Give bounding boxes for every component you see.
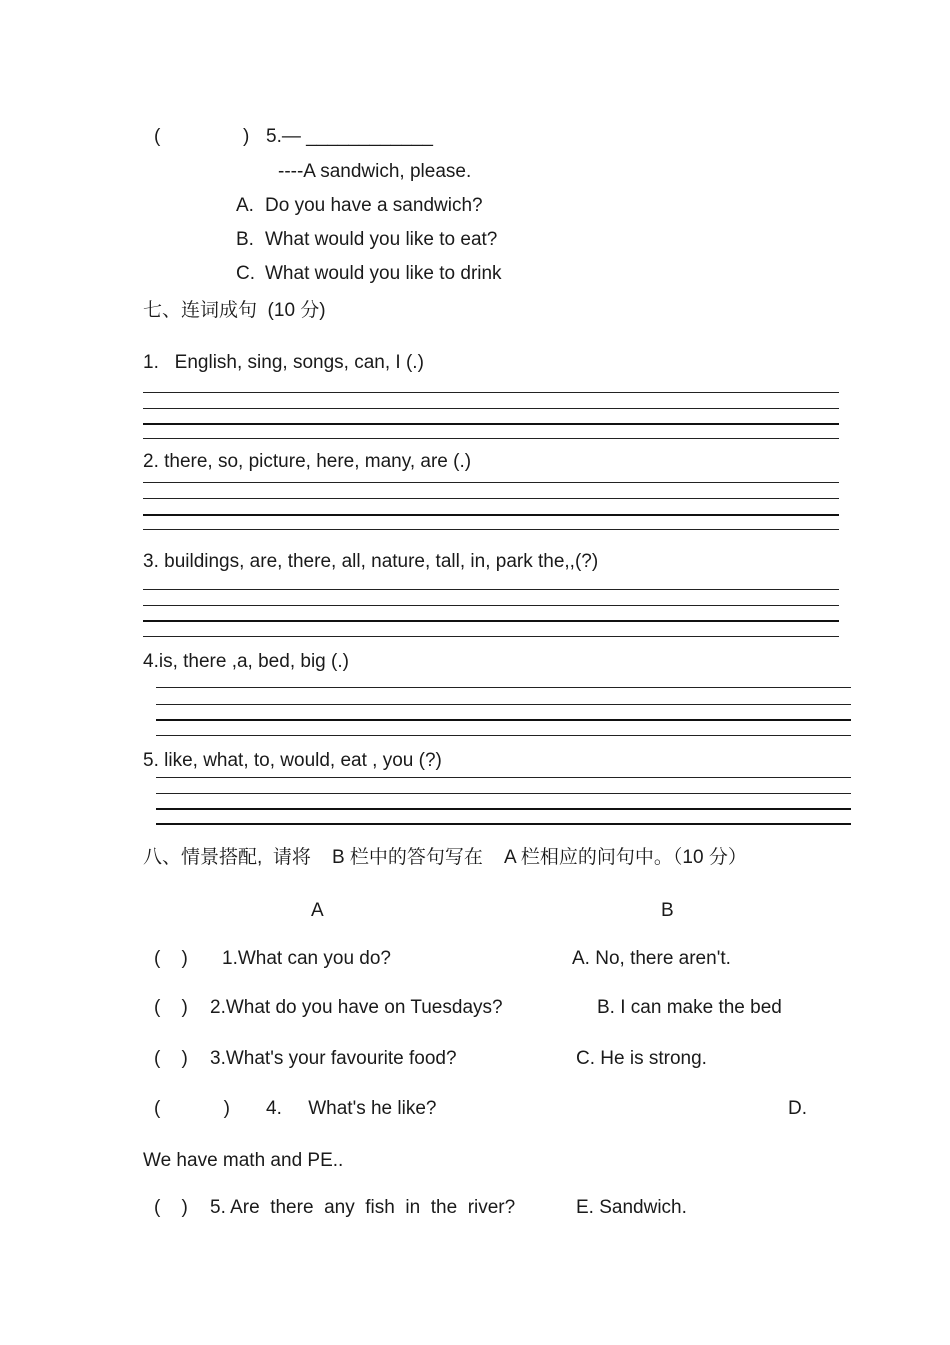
- match-row-5-answer: E. Sandwich.: [576, 1197, 687, 1218]
- section7-item-4: 4.is, there ,a, bed, big (.): [143, 651, 349, 672]
- section7-item-2: 2. there, so, picture, here, many, are (.): [143, 451, 472, 472]
- answer-line[interactable]: [143, 408, 839, 409]
- q5-paren-close: ): [243, 126, 250, 147]
- section7-item-3: 3. buildings, are, there, all, nature, tall, in, park the,,(?): [143, 551, 599, 572]
- match-row-3-question: 3.What's your favourite food?: [210, 1048, 457, 1069]
- q5-answer: ----A sandwich, please.: [278, 161, 472, 182]
- answer-line[interactable]: [143, 438, 839, 439]
- section8-title: 八、情景搭配, 请将 B 栏中的答句写在 A 栏相应的问句中。（10 分）: [143, 847, 747, 868]
- q5-option-c-text: What would you like to drink: [265, 263, 502, 284]
- answer-line[interactable]: [156, 719, 851, 721]
- match-row-4-answer: D.: [788, 1098, 807, 1119]
- answer-line[interactable]: [156, 808, 851, 810]
- answer-line[interactable]: [143, 636, 839, 637]
- answer-line[interactable]: [156, 687, 851, 688]
- match-row-2-question: 2.What do you have on Tuesdays?: [210, 997, 503, 1018]
- section7-item-1: 1. English, sing, songs, can, I (.): [143, 352, 424, 373]
- q5-option-b-text: What would you like to eat?: [265, 229, 498, 250]
- match-row-1-answer: A. No, there aren't.: [572, 948, 731, 969]
- answer-line[interactable]: [156, 704, 851, 705]
- match-row-5-paren[interactable]: ( ): [154, 1197, 188, 1218]
- match-row-2-paren[interactable]: ( ): [154, 997, 188, 1018]
- answer-line[interactable]: [156, 777, 851, 778]
- match-row-3-paren[interactable]: ( ): [154, 1048, 188, 1069]
- match-row-2-answer: B. I can make the bed: [597, 997, 782, 1018]
- answer-line[interactable]: [143, 529, 839, 530]
- answer-line[interactable]: [143, 423, 839, 425]
- match-row-4-paren[interactable]: ( ): [154, 1098, 230, 1119]
- match-row-1-paren[interactable]: ( ): [154, 948, 188, 969]
- answer-line[interactable]: [143, 392, 839, 393]
- q5-option-a-letter: A.: [236, 195, 254, 216]
- q5-option-a-text: Do you have a sandwich?: [265, 195, 483, 216]
- answer-line[interactable]: [143, 514, 839, 516]
- q5-option-c-letter: C.: [236, 263, 255, 284]
- match-option-d-continuation: We have math and PE..: [143, 1150, 344, 1171]
- answer-line[interactable]: [143, 482, 839, 483]
- match-row-3-answer: C. He is strong.: [576, 1048, 707, 1069]
- section7-item-5: 5. like, what, to, would, eat , you (?): [143, 750, 442, 771]
- answer-line[interactable]: [156, 735, 851, 736]
- answer-line[interactable]: [143, 498, 839, 499]
- q5-stem: 5.— ____________: [266, 126, 433, 147]
- answer-line[interactable]: [143, 589, 839, 590]
- match-row-5-question: 5. Are there any fish in the river?: [210, 1197, 516, 1218]
- q5-paren-open: (: [154, 126, 161, 147]
- answer-line[interactable]: [156, 823, 851, 825]
- answer-line[interactable]: [143, 605, 839, 606]
- answer-line[interactable]: [143, 620, 839, 622]
- match-row-1-question: 1.What can you do?: [222, 948, 391, 969]
- section8-col-a-header: A: [311, 900, 324, 921]
- q5-option-b-letter: B.: [236, 229, 254, 250]
- section8-col-b-header: B: [661, 900, 674, 921]
- section7-title: 七、连词成句 (10 分): [143, 300, 326, 321]
- answer-line[interactable]: [156, 793, 851, 794]
- match-row-4-question: 4. What's he like?: [266, 1098, 437, 1119]
